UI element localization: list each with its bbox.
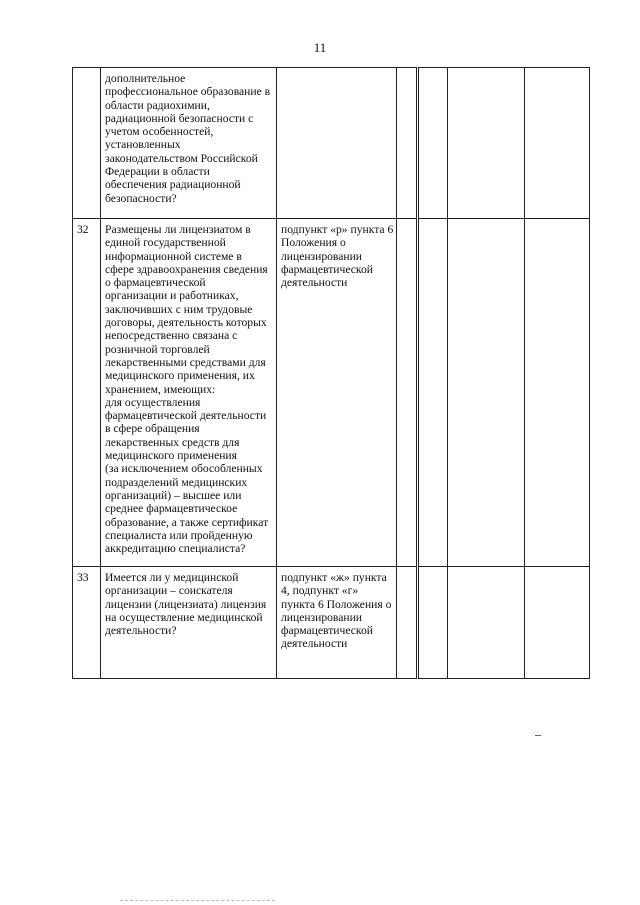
- answer-no-cell: [418, 68, 448, 219]
- answer-na-cell: [448, 68, 525, 219]
- question-line: хранением, имеющих:: [105, 382, 216, 396]
- reference-line: лицензировании: [281, 610, 363, 624]
- question-line: учетом особенностей,: [105, 125, 214, 139]
- question-line: медицинского применения, их: [105, 369, 255, 383]
- answer-na-cell: [448, 567, 525, 679]
- row-number: 33: [73, 567, 101, 679]
- question-line: аккредитацию специалиста?: [105, 542, 246, 556]
- scan-mark: [535, 735, 541, 736]
- checklist-table: [72, 67, 590, 679]
- question-cell: [101, 567, 277, 679]
- question-line: в сфере обращения: [105, 422, 200, 436]
- reference-line: фармацевтической: [281, 624, 373, 638]
- question-cell: [101, 68, 277, 219]
- reference-line: фармацевтической: [281, 262, 373, 276]
- question-line: Размещены ли лицензиатом в: [105, 223, 251, 236]
- answer-na-cell: [448, 219, 525, 567]
- question-line: заключивших с ним трудовые: [105, 302, 253, 316]
- reference-line: деятельности: [281, 637, 348, 651]
- question-line: единой государственной: [105, 236, 226, 250]
- answer-yes-cell: [397, 567, 418, 679]
- question-line: организаций) – высшее или: [105, 488, 242, 502]
- table-row: [73, 68, 590, 219]
- question-line: среднее фармацевтическое: [105, 502, 238, 516]
- reference-line: 4, подпункт «г»: [281, 584, 359, 598]
- question-line: образование, а также сертификат: [105, 515, 269, 529]
- page-number: 11: [313, 40, 327, 55]
- reference-cell: [277, 68, 397, 219]
- question-line: организации и работниках,: [105, 289, 239, 303]
- question-line: подразделений медицинских: [105, 475, 248, 489]
- note-cell: [525, 567, 590, 679]
- row-number: 32: [73, 219, 101, 567]
- reference-line: лицензировании: [281, 249, 363, 263]
- table-row: [73, 567, 590, 679]
- reference-cell: [277, 219, 397, 567]
- question-line: сфере здравоохранения сведения: [105, 262, 268, 276]
- question-line: обеспечения радиационной: [105, 178, 241, 192]
- question-line: для осуществления: [105, 395, 201, 409]
- note-cell: [525, 219, 590, 567]
- reference-line: пункта 6 Положения о: [281, 597, 392, 611]
- question-line: фармацевтической деятельности: [105, 409, 267, 423]
- reference-cell: [277, 567, 397, 679]
- reference-line: Положения о: [281, 236, 346, 250]
- question-line: лекарственных средств для: [105, 435, 240, 449]
- table-body: [73, 68, 590, 679]
- question-line: области радиохимии,: [105, 98, 210, 112]
- question-line: специалиста или пройденную: [105, 528, 253, 542]
- footer-rule: [120, 900, 275, 901]
- table-row: [73, 219, 590, 567]
- reference-line: деятельности: [281, 276, 348, 290]
- question-line: информационной системе в: [105, 249, 242, 263]
- question-line: лицензии (лицензиата) лицензия: [105, 597, 267, 611]
- answer-no-cell: [418, 567, 448, 679]
- question-line: законодательством Российской: [105, 151, 258, 165]
- question-line: Федерации в области: [105, 165, 210, 179]
- question-line: деятельности?: [105, 624, 177, 638]
- question-line: непосредственно связана с: [105, 329, 238, 343]
- question-line: о фармацевтической: [105, 276, 206, 290]
- question-cell: [101, 219, 277, 567]
- reference-line: подпункт «ж» пункта: [281, 571, 387, 584]
- row-number: [73, 68, 101, 219]
- question-line: на осуществление медицинской: [105, 610, 263, 624]
- question-line: дополнительное: [105, 72, 186, 85]
- reference-line: подпункт «р» пункта 6: [281, 223, 394, 236]
- question-line: лекарственными средствами для: [105, 355, 266, 369]
- note-cell: [525, 68, 590, 219]
- question-line: (за исключением обособленных: [105, 462, 263, 476]
- question-line: медицинского применения: [105, 449, 237, 463]
- question-line: организации – соискателя: [105, 584, 233, 598]
- question-line: безопасности?: [105, 191, 177, 205]
- question-line: договоры, деятельность которых: [105, 316, 267, 330]
- answer-yes-cell: [397, 219, 418, 567]
- question-line: установленных: [105, 138, 181, 152]
- answer-no-cell: [418, 219, 448, 567]
- question-line: Имеется ли у медицинской: [105, 571, 239, 584]
- question-line: радиационной безопасности с: [105, 111, 254, 125]
- question-line: профессиональное образование в: [105, 85, 271, 99]
- question-line: розничной торговлей: [105, 342, 210, 356]
- answer-yes-cell: [397, 68, 418, 219]
